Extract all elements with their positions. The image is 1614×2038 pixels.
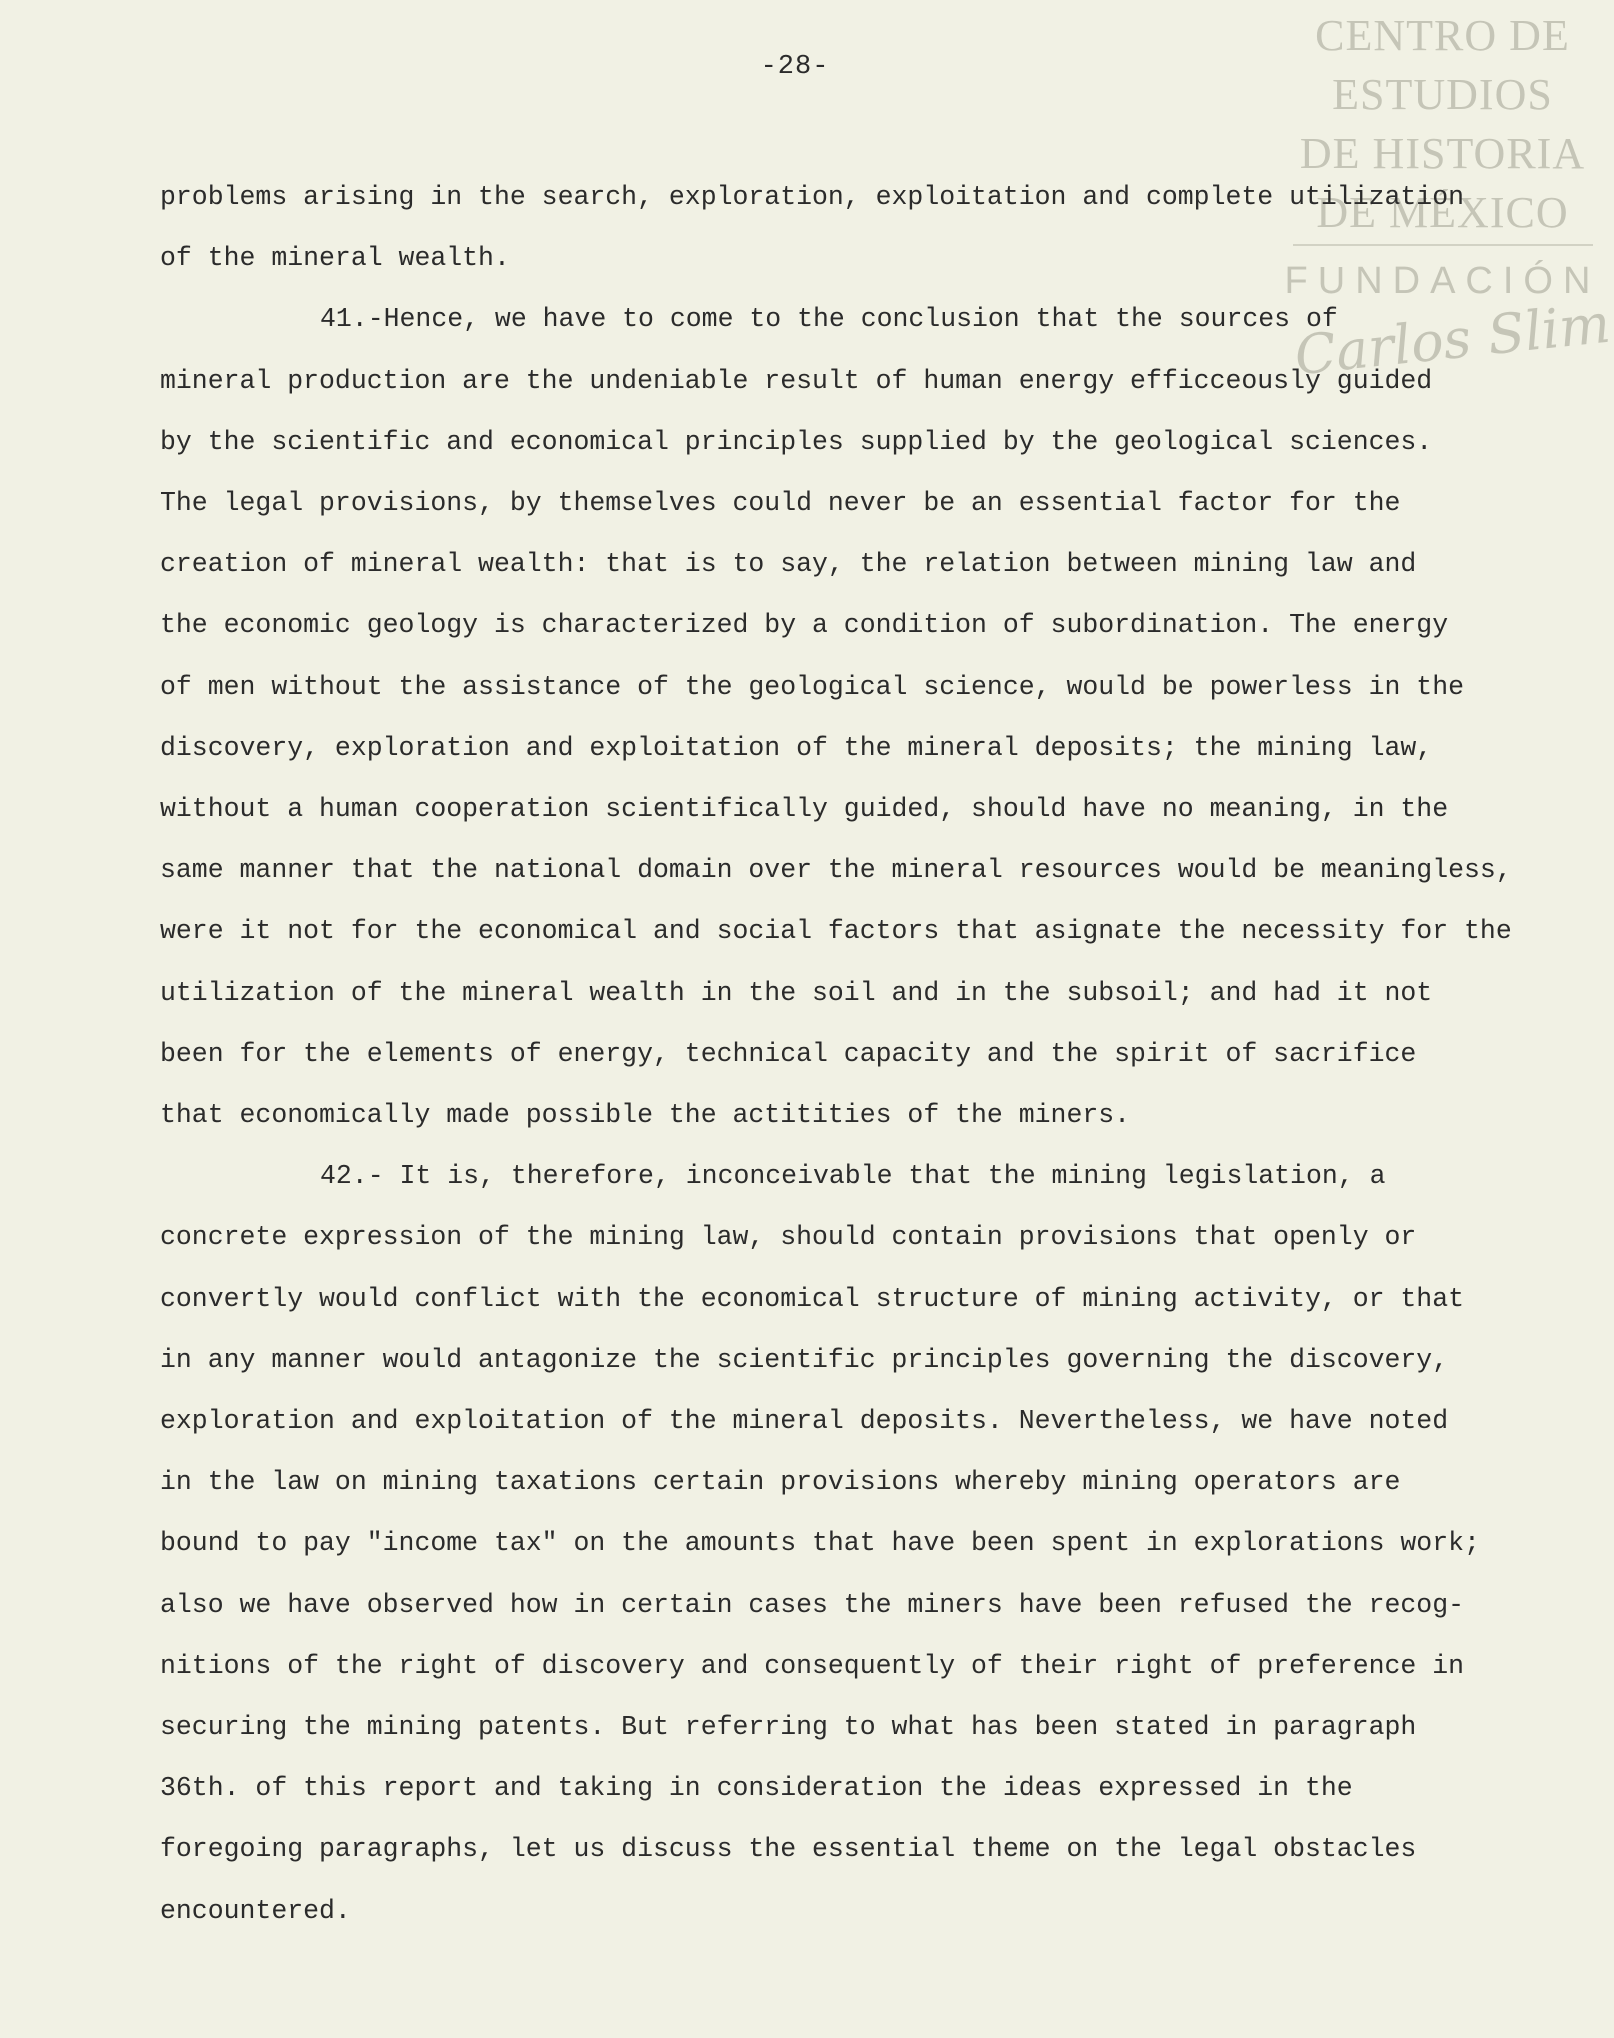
text-line: nitions of the right of discovery and consequently of their right of preference in	[160, 1650, 1465, 1681]
watermark-line: DE HISTORIA	[1299, 129, 1586, 178]
watermark-foundation: FUNDACIÓN	[1284, 260, 1601, 302]
paragraph-42-start: 42.- It is, therefore, inconceivable that the mining legislation, a	[320, 1161, 1386, 1192]
watermark-signature: Carlos Slim	[1291, 291, 1614, 388]
text-line: foregoing paragraphs, let us discuss the essential theme on the legal obstacles	[160, 1834, 1417, 1865]
text-line: discovery, exploration and exploitation of the mineral deposits; the mining law,	[160, 732, 1433, 763]
text-line: creation of mineral wealth: that is to say, the relation between mining law and	[160, 549, 1417, 580]
watermark-line: CENTRO DE	[1315, 11, 1570, 60]
text-line: also we have observed how in certain cases the miners have been refused the recog-	[160, 1589, 1465, 1620]
text-line: utilization of the mineral wealth in the soil and in the subsoil; and had it not	[160, 977, 1433, 1008]
text-line: of men without the assistance of the geological science, would be powerless in the	[160, 671, 1465, 702]
text-line: encountered.	[160, 1895, 351, 1926]
text-line: by the scientific and economical principles supplied by the geological sciences.	[160, 426, 1433, 457]
watermark-line: DE MÉXICO	[1316, 188, 1569, 237]
text-line: same manner that the national domain over the mineral resources would be meaningless,	[160, 855, 1512, 886]
text-line: exploration and exploitation of the mineral deposits. Nevertheless, we have noted	[160, 1406, 1449, 1437]
text-line: securing the mining patents. But referring to what has been stated in paragraph	[160, 1712, 1417, 1743]
text-line: problems arising in the search, exploration, exploitation and complete utilization	[160, 182, 1465, 212]
page-number: -28-	[760, 52, 830, 82]
text-line: were it not for the economical and social factors that asignate the necessity for the	[160, 916, 1512, 947]
text-line: the economic geology is characterized by a condition of subordination. The energy	[160, 610, 1449, 641]
text-line: The legal provisions, by themselves could never be an essential factor for the	[160, 488, 1401, 519]
text-line: that economically made possible the actitities of the miners.	[160, 1100, 1131, 1131]
text-line: concrete expression of the mining law, should contain provisions that openly or	[160, 1222, 1417, 1253]
text-line: of the mineral wealth.	[160, 243, 510, 274]
text-line: in any manner would antagonize the scientific principles governing the discovery,	[160, 1344, 1449, 1375]
text-line: been for the elements of energy, technical capacity and the spirit of sacrifice	[160, 1038, 1417, 1069]
watermark-line: ESTUDIOS	[1332, 70, 1553, 119]
text-line: 36th. of this report and taking in consideration the ideas expressed in the	[160, 1773, 1353, 1804]
paragraph-41-start: 41.-Hence, we have to come to the conclusion that the sources of	[320, 304, 1338, 335]
document-body	[160, 167, 1560, 1942]
text-line: convertly would conflict with the economical structure of mining activity, or that	[160, 1283, 1465, 1314]
text-line: without a human cooperation scientifically guided, should have no meaning, in the	[160, 794, 1449, 825]
text-line: in the law on mining taxations certain provisions whereby mining operators are	[160, 1467, 1401, 1498]
text-line: mineral production are the undeniable result of human energy efficceously guided	[160, 365, 1433, 396]
text-line: bound to pay "income tax" on the amounts that have been spent in explorations work;	[160, 1528, 1480, 1559]
